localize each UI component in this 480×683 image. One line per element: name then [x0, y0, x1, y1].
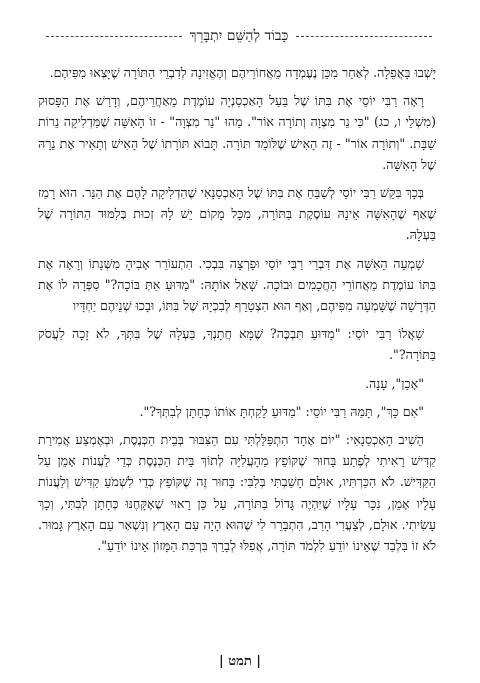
paragraph: "אִם כָּךְ", תָּמַהּ רַבִּי יוֹסֵי: "מַדּוּעַ לָקַחְתָּ אוֹתוֹ כְּחָתָן לְבִתְּךָ?".	[139, 403, 424, 419]
page-body	[38, 62, 436, 563]
header-title: כָּבוֹד לְהַשֵּׁם יִתְבָּרֵךְ	[189, 27, 289, 44]
paragraph: יָשְׁבוּ בָּאֲפֵלָה. לְאַחַר מִכֵּן נֶעֶמְדָה מֵאֲחוֹרֵיהֶם וְהֶאֱזִינָה לְדִבְרֵי הַתּוֹרָה שֶׁיָּצְאוּ מִפִּיהֶם.	[49, 65, 436, 80]
paragraph: רָאָה רַבִּי יוֹסֵי אֶת בִּתּוֹ שֶׁל בַּעַל הָאַכְסַנְיָה עוֹמֶדֶת מֵאַחֲרֵיהֶם, וְדָרַשׁ אֶת הַפָּסוּק (מִשְׁלֵי ו, כג) "כִּי נֵר מִצְוָה וְתוֹרָה אוֹר". מַהוּ "נֵר מִצְוָה" - זוֹ הָאִשָּׁה שֶׁמַּדְלִיקָה נֵרוֹת שַׁבָּת. "וְתוֹרָה אוֹר" - זֶה הָאִישׁ שֶׁלּוֹמֵד תּוֹרָה. תָּבוֹא תּוֹרָתוֹ שֶׁל הָאִישׁ וְתָאִיר אֶת נֵרָהּ שֶׁל הָאִשָּׁה.	[38, 93, 436, 172]
paragraph: הֵשִׁיב הָאַכְסַנָאִי: "יוֹם אֶחָד הִתְפַּלַּלְתִּי עִם הַצִּבּוּר בְּבֵית הַכְּנֶסֶת, וּבְאֶמְצַע אֲמִירַת קַדִּישׁ רָאִיתִי לְפֶתַע בָּחוּר שֶׁקּוֹפֵץ מֵהָעֲלִיָּה לְתוֹךְ בֵּית הַכְּנֶסֶת כְּדֵי לַעֲנוֹת אָמֵן עַל הַקַּדִּישׁ. לֹא הִכַּרְתִּיו, אוּלָם חָשַׁבְתִּי בְּלִבִּי: בָּחוּר זֶה שֶׁקּוֹפֵץ כְּדֵי לִשְׁמֹעַ קַדִּישׁ וְלַעֲנוֹת עָלָיו אָמֵן, נִכָּר עָלָיו שֶׁיִּהְיֶה גָּדוֹל בַּתּוֹרָה, עַל כֵּן רָאוּי שֶׁאֶקָּחֶנּוּ כְּחָתָן לְבִתִּי, וְכָךְ עָשִׂיתִי. אוּלָם, לְצַעֲרִי הָרַב, הִתְבָּרֵר לִי שֶׁהוּא הָיָה עַם הָאָרֶץ וְנִשְׁאַר עַם הָאָרֶץ גָּמוּר. לֹא זוֹ בִּלְבַד שֶׁאֵינוֹ יוֹדֵעַ לִלְמֹד תּוֹרָה, אֲפִלּוּ לְבָרֵךְ בִּרְכַּת הַמָּזוֹן אֵינוֹ יוֹדֵעַ".	[38, 432, 436, 554]
paragraph: בְּכָךְ בִּקֵּשׁ רַבִּי יוֹסֵי לְשַׁבֵּחַ אֶת בִּתּוֹ שֶׁל הָאַכְסַנָאִי שֶׁהִדְלִיקָה לָהֶם אֶת הַנֵּר. הוּא רָמַז שֶׁאַף שֶׁהָאִשָּׁה אֵינָהּ עוֹסֶקֶת בַּתּוֹרָה, מִכָּל מָקוֹם יֵשׁ לָהּ זְכוּת בְּלִמּוּד הַתּוֹרָה שֶׁל בַּעְלָהּ.	[38, 185, 436, 243]
paragraph: שָׁאֲלוֹ רַבִּי יוֹסֵי: "מַדּוּעַ תִּבְכֶּה? שֶׁמָּא חֲתָנְךָ, בַּעְלָהּ שֶׁל בִּתְּךָ, לֹא זָכָה לַעֲסֹק בַּתּוֹרָה?".	[38, 326, 436, 363]
running-header	[38, 26, 440, 46]
paragraph: "אָכֵן", עָנָה.	[365, 375, 424, 391]
paragraph: שָׁמְעָה הָאִשָּׁה אֶת דִּבְרֵי רַבִּי יוֹסֵי וּפָרְצָה בִּבְכִי. הִתְעוֹרֵר אָבִיהָ מִשְּׁנָתוֹ וְרָאָה אֶת בִּתּוֹ עוֹמֶדֶת מֵאֲחוֹרֵי הַחֲכָמִים וּבוֹכָה. שָׁאַל אוֹתָהּ: "מַדּוּעַ אַתְּ בּוֹכָה?" סִפְּרָה לוֹ אֶת הַדְּרָשָׁה שֶׁשָּׁמְעָה מִפִּיהֶם, וְאַף הוּא הִצְטָרֵף לְבִכְיָהּ שֶׁל בִּתּוֹ, וּבָכוּ שְׁנֵיהֶם יַחְדָּיו	[38, 255, 436, 314]
page-number: | תמט |	[219, 654, 261, 669]
header-rule-left	[46, 36, 182, 37]
header-rule-right	[296, 36, 432, 37]
